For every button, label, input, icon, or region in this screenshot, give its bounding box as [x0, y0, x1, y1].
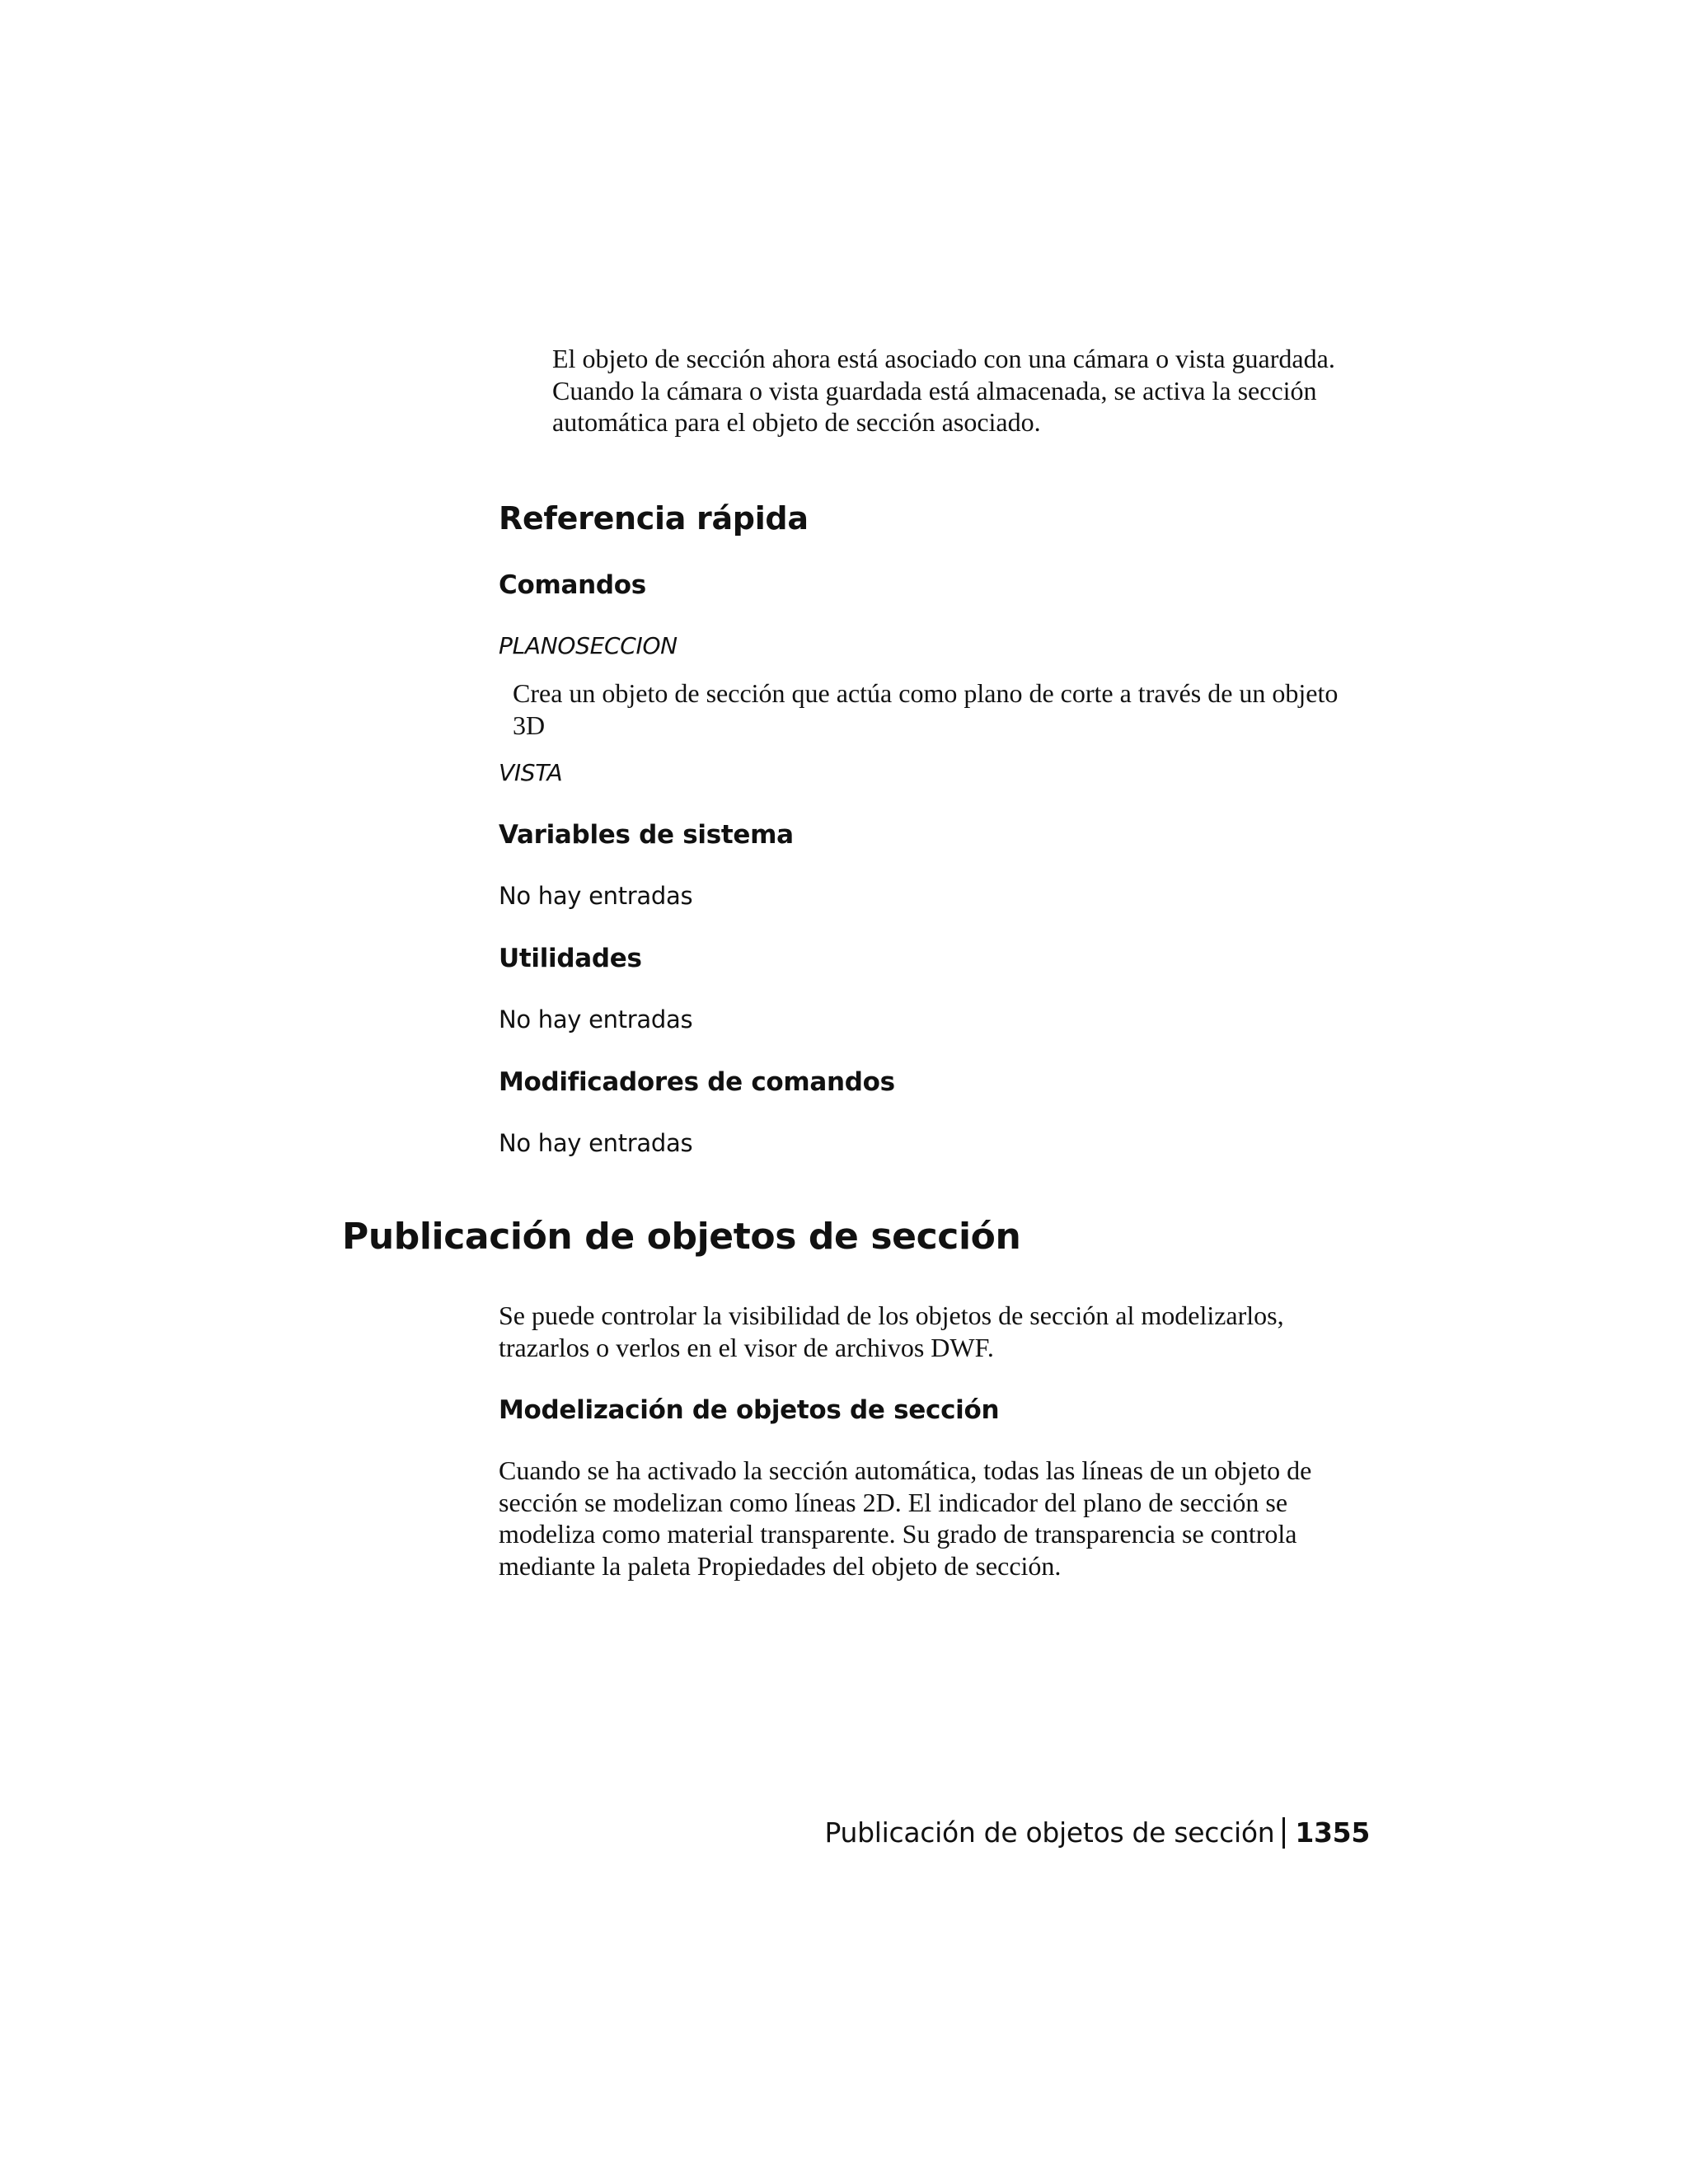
- page-number: 1355: [1295, 1816, 1370, 1849]
- intro-paragraph: El objeto de sección ahora está asociado con una cámara o vista guardada. Cuando la cámara o vista guardada está almacenada, se activa la sección automática para el objeto de sección asociado.: [552, 344, 1335, 437]
- command-vista: VISTA: [499, 759, 563, 786]
- section-paragraph: Se puede controlar la visibilidad de los objetos de sección al modelizarlos, trazarlos o verlos en el visor de archivos DWF.: [499, 1301, 1284, 1362]
- section-sub-paragraph: Cuando se ha activado la sección automática, todas las líneas de un objeto de sección se modelizan como líneas 2D. El indicador del plano de sección se modeliza como material transparente. Su grado de transparencia se controla mediante la paleta Propiedades del objeto de sección.: [499, 1455, 1312, 1581]
- system-variables-value: No hay entradas: [499, 882, 693, 910]
- commands-heading: Comandos: [499, 570, 646, 600]
- command-modifiers-heading: Modificadores de comandos: [499, 1067, 895, 1097]
- section-subheading: Modelización de objetos de sección: [499, 1395, 1000, 1425]
- section-title: Publicación de objetos de sección: [342, 1216, 1021, 1258]
- footer-running-title: Publicación de objetos de sección: [824, 1816, 1275, 1849]
- page-footer: [824, 1816, 1370, 1849]
- quick-reference-heading: Referencia rápida: [499, 500, 809, 537]
- utilities-value: No hay entradas: [499, 1005, 693, 1033]
- command-planoseccion: PLANOSECCION: [499, 632, 678, 659]
- command-planoseccion-description: Crea un objeto de sección que actúa como plano de corte a través de un objeto 3D: [513, 678, 1339, 740]
- footer-separator: [1282, 1817, 1285, 1849]
- command-modifiers-value: No hay entradas: [499, 1129, 693, 1157]
- utilities-heading: Utilidades: [499, 944, 642, 973]
- system-variables-heading: Variables de sistema: [499, 820, 794, 850]
